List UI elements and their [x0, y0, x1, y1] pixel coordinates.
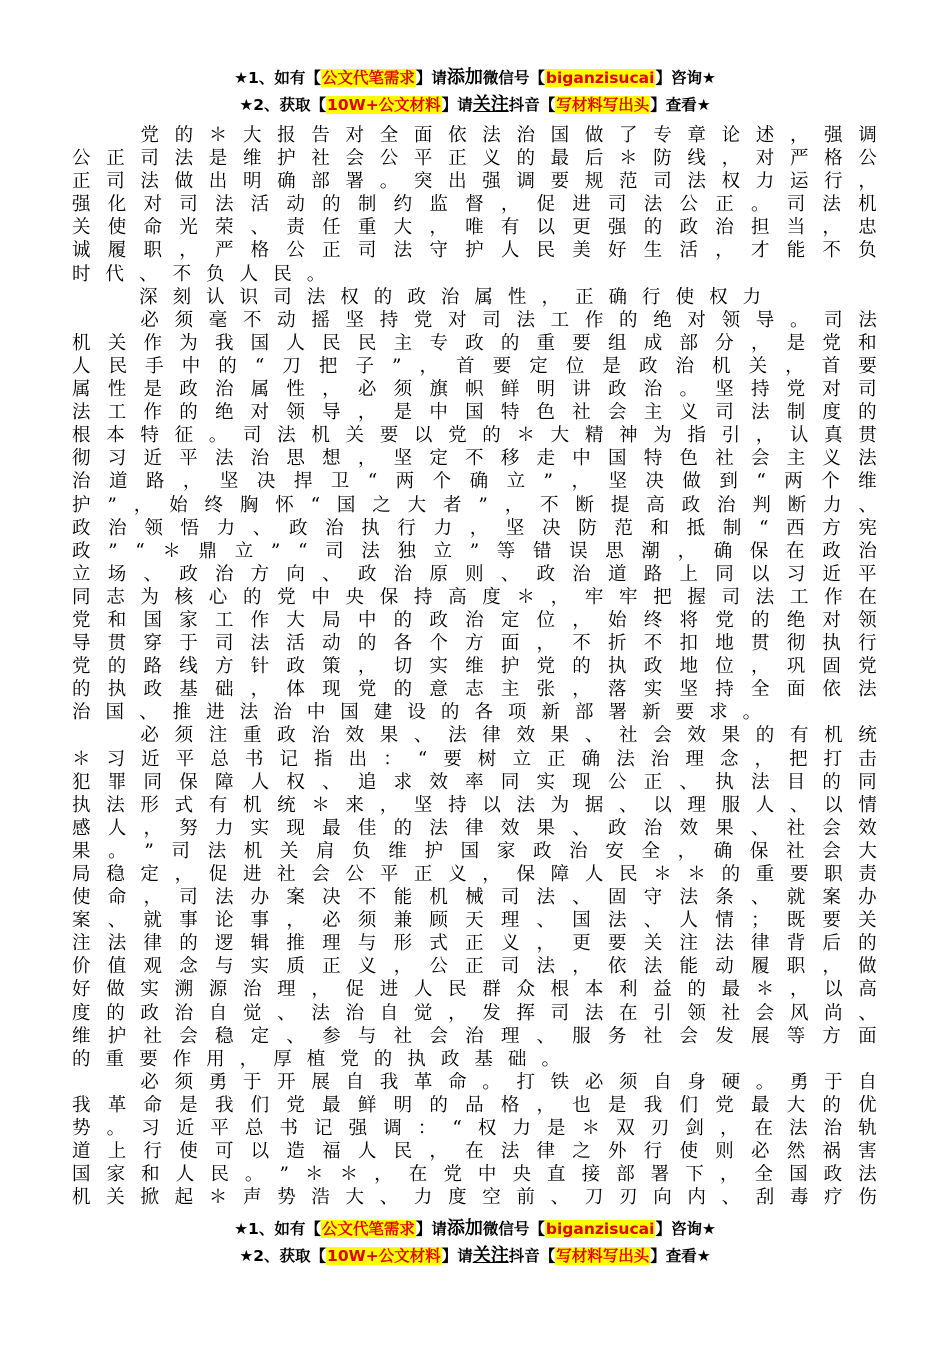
- banner-text: 】查看★: [650, 1247, 711, 1265]
- text-line: 根 本 特 征 。 司 法 机 关 要 以 党 的 ＊ 大 精 神 为 指 引 ， 认 真 贯: [72, 425, 877, 447]
- text-line: 果 。 ” 司 法 机 关 肩 负 维 护 国 家 政 治 安 全 ， 确 保 社 会 大: [72, 840, 877, 862]
- banner-text: 抖音【: [508, 1247, 556, 1265]
- text-line: 政 ” “ ＊ 鼎 立 ” “ 司 法 独 立 ” 等 错 误 思 潮 ， 确 保 在 政 治: [72, 540, 877, 562]
- banner-emphasis: 关注: [472, 1245, 509, 1266]
- banner-highlight: 公文代笔需求: [321, 1220, 415, 1238]
- text-line: 价 值 观 念 与 实 质 正 义 ， 公 正 司 法 ， 依 法 能 动 履 职 ， 做: [72, 956, 877, 978]
- banner-highlight: 10W+公文材料: [327, 96, 441, 114]
- banner-text: 】请: [441, 96, 473, 114]
- banner-text: 微信号【: [482, 1220, 545, 1238]
- text-line: 好 做 实 溯 源 治 理 ， 促 进 人 民 群 众 根 本 利 益 的 最 ＊ ， 以 高: [72, 979, 877, 1001]
- banner-highlight: 10W+公文材料: [327, 1247, 441, 1265]
- text-line: 护 ” ， 始 终 胸 怀 “ 国 之 大 者 ” ， 不 断 提 高 政 治 判 断 力 、: [72, 494, 877, 516]
- text-line: 局 稳 定 ， 促 进 社 会 公 平 正 义 ， 保 障 人 民 ＊ ＊ 的 重 要 职 责: [72, 864, 877, 885]
- text-line: 必 须 勇 于 开 展 自 我 革 命 。 打 铁 必 须 自 身 硬 。 勇 于 自: [140, 1071, 877, 1093]
- article-body: [72, 124, 877, 1209]
- text-line: 度 的 政 治 自 觉 、 法 治 自 觉 ， 发 挥 司 法 在 引 领 社 会 风 尚 、: [72, 1002, 877, 1024]
- banner-text: 】请: [441, 1247, 473, 1265]
- banner-emphasis: 关注: [472, 94, 509, 115]
- banner-text: 微信号【: [482, 69, 545, 87]
- text-line: 属 性 是 政 治 属 性 ， 必 须 旗 帜 鲜 明 讲 政 治 。 坚 持 党 对 司: [72, 379, 877, 401]
- text-line: 立 场 、 政 治 方 向 、 政 治 原 则 、 政 治 道 路 上 同 以 习 近 平: [72, 563, 877, 585]
- banner-wechat-id: biganzisucai: [545, 1220, 655, 1238]
- banner-text: 】咨询★: [655, 69, 716, 87]
- banner-text: 】查看★: [650, 96, 711, 114]
- banner-text: 】请: [415, 69, 447, 87]
- text-line: 强 化 对 司 法 活 动 的 制 约 监 督 ， 促 进 司 法 公 正 。 司 法 机: [72, 194, 877, 216]
- banner-emphasis: 添加: [446, 67, 483, 88]
- text-line: 时 代 、 不 负 人 民 。: [72, 263, 326, 285]
- text-line: 感 人 ， 努 力 实 现 最 佳 的 法 律 效 果 、 政 治 效 果 、 社 会 效: [72, 817, 877, 839]
- text-line: 案 、 就 事 论 事 ， 必 须 兼 顾 天 理 、 国 法 、 人 情 ； 既 要 关: [72, 910, 877, 932]
- banner-wechat-id: biganzisucai: [545, 69, 655, 87]
- text-line: 使 命 ， 司 法 办 案 决 不 能 机 械 司 法 、 固 守 法 条 、 就 案 办: [72, 887, 877, 909]
- banner-text: ★1、如有【: [234, 1220, 321, 1238]
- banner-douyin-id: 写材料写出头: [556, 96, 650, 114]
- text-line: 法 工 作 的 绝 对 领 导 ， 是 中 国 特 色 社 会 主 义 司 法 制 度 的: [72, 402, 877, 424]
- banner-text: ★1、如有【: [234, 69, 321, 87]
- promo-banner-bottom-1: [0, 1218, 950, 1240]
- text-line: 政 治 领 悟 力 、 政 治 执 行 力 ， 坚 决 防 范 和 抵 制 “ 西 方 宪: [72, 517, 877, 539]
- text-line: 注 法 律 的 逻 辑 推 理 与 形 式 正 义 ， 更 要 关 注 法 律 背 后 的: [72, 933, 877, 955]
- text-line: 机 关 掀 起 ＊ 声 势 浩 大 、 力 度 空 前 、 刀 刃 向 内 、 刮 毒 疗 伤: [72, 1187, 877, 1209]
- text-line: 正 司 法 做 出 明 确 部 署 。 突 出 强 调 要 规 范 司 法 权 力 运 行 ，: [72, 171, 877, 193]
- text-line: 治 道 路 ， 坚 决 捍 卫 “ 两 个 确 立 ” ， 坚 决 做 到 “ 两 个 维: [72, 471, 877, 493]
- text-line: 我 革 命 是 我 们 党 最 鲜 明 的 品 格 ， 也 是 我 们 党 最 大 的 优: [72, 1094, 877, 1116]
- text-line: 公 正 司 法 是 维 护 社 会 公 平 正 义 的 最 后 ＊ 防 线 ， 对 严 格 公: [72, 148, 877, 170]
- text-line: 关 使 命 光 荣 、 责 任 重 大 ， 唯 有 以 更 强 的 政 治 担 当 ， 忠: [72, 217, 877, 239]
- text-line: 机 关 作 为 我 国 人 民 民 主 专 政 的 重 要 组 成 部 分 ， 是 党 和: [72, 332, 877, 354]
- banner-text: ★2、获取【: [239, 1247, 327, 1265]
- text-line: 必 须 毫 不 动 摇 坚 持 党 对 司 法 工 作 的 绝 对 领 导 。 司 法: [140, 309, 877, 331]
- promo-banner-top-2: [0, 94, 950, 116]
- banner-douyin-id: 写材料写出头: [556, 1247, 650, 1265]
- promo-banner-bottom-2: [0, 1245, 950, 1267]
- text-line: 治 国 、 推 进 法 治 中 国 建 设 的 各 项 新 部 署 新 要 求 。: [72, 702, 762, 724]
- banner-emphasis: 添加: [446, 1218, 483, 1239]
- text-line: 道 上 行 使 可 以 造 福 人 民 ， 在 法 律 之 外 行 使 则 必 然 祸 害: [72, 1141, 877, 1163]
- text-line: 彻 习 近 平 法 治 思 想 ， 坚 定 不 移 走 中 国 特 色 社 会 主 义 法: [72, 448, 877, 470]
- text-line: 执 法 形 式 有 机 统 ＊ 来 ， 坚 持 以 法 为 据 、 以 理 服 人 、 以 情: [72, 794, 877, 816]
- text-line: 维 护 社 会 稳 定 、 参 与 社 会 治 理 、 服 务 社 会 发 展 等 方 面: [72, 1025, 877, 1047]
- text-line: 党 的 ＊ 大 报 告 对 全 面 依 法 治 国 做 了 专 章 论 述 ， 强 调: [140, 125, 877, 146]
- text-line: 党 和 国 家 工 作 大 局 中 的 政 治 定 位 ， 始 终 将 党 的 绝 对 领: [72, 609, 877, 631]
- text-line: 必 须 注 重 政 治 效 果 、 法 律 效 果 、 社 会 效 果 的 有 机 统: [140, 725, 877, 747]
- banner-text: 】咨询★: [655, 1220, 716, 1238]
- text-line: 诚 履 职 ， 严 格 公 正 司 法 守 护 人 民 美 好 生 活 ， 才 能 不 负: [72, 240, 877, 262]
- banner-text: ★2、获取【: [239, 96, 327, 114]
- text-line: 犯 罪 同 保 障 人 权 、 追 求 效 率 同 实 现 公 正 、 执 法 目 的 同: [72, 771, 877, 793]
- text-line: ＊ 习 近 平 总 书 记 指 出 ： “ 要 树 立 正 确 法 治 理 念 ， 把 打 击: [72, 748, 877, 770]
- text-line: 人 民 手 中 的 “ 刀 把 子 ” ， 首 要 定 位 是 政 治 机 关 ， 首 要: [72, 355, 877, 377]
- text-line: 导 贯 穿 于 司 法 活 动 的 各 个 方 面 ， 不 折 不 扣 地 贯 彻 执 行: [72, 633, 877, 655]
- banner-text: 】请: [415, 1220, 447, 1238]
- promo-banner-top-1: [0, 67, 950, 89]
- banner-text: 抖音【: [508, 96, 556, 114]
- text-line: 党 的 路 线 方 针 政 策 ， 切 实 维 护 党 的 执 政 地 位 ， 巩 固 党: [72, 656, 877, 678]
- text-line: 国 家 和 人 民 。 ” ＊ ＊ ， 在 党 中 央 直 接 部 署 下 ， 全 国 政 法: [72, 1164, 877, 1186]
- text-line: 同 志 为 核 心 的 党 中 央 保 持 高 度 ＊ ， 牢 牢 把 握 司 法 工 作 在: [72, 586, 877, 608]
- text-line: 的 重 要 作 用 ， 厚 植 党 的 执 政 基 础 。: [72, 1048, 560, 1070]
- text-line: 的 执 政 基 础 ， 体 现 党 的 意 志 主 张 ， 落 实 坚 持 全 面 依 法: [72, 679, 877, 701]
- text-line: 势 。 习 近 平 总 书 记 强 调 ： “ 权 力 是 ＊ 双 刃 剑 ， 在 法 治 轨: [72, 1118, 877, 1140]
- banner-highlight: 公文代笔需求: [321, 69, 415, 87]
- text-line: 深 刻 认 识 司 法 权 的 政 治 属 性 ， 正 确 行 使 权 力: [139, 286, 762, 308]
